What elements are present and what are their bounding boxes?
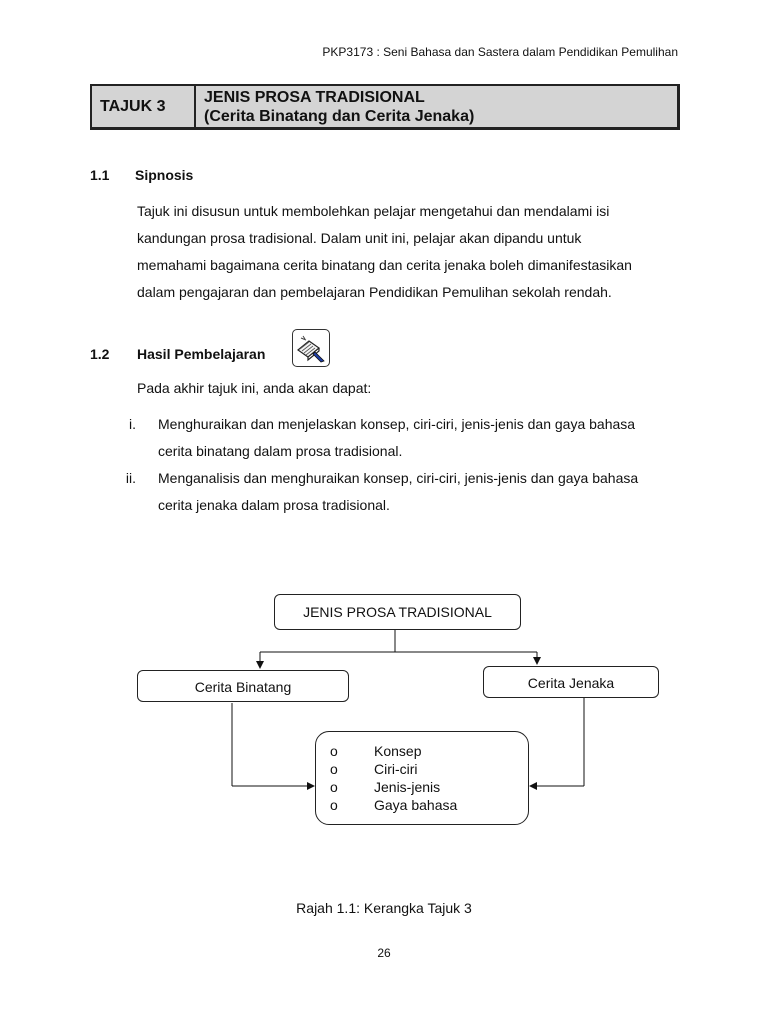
bullet-text: Konsep [374,743,422,759]
bullet-mark: o [330,761,338,777]
section-number: 1.1 [90,167,110,183]
bullet-mark: o [330,743,338,759]
aspects-list [316,742,528,814]
section-number: 1.2 [90,346,110,362]
list-item-line: cerita jenaka dalam prosa tradisional. [158,497,390,513]
bullet-mark: o [330,797,338,813]
outcomes-intro: Pada akhir tajuk ini, anda akan dapat: [137,380,372,396]
paragraph-line: dalam pengajaran dan pembelajaran Pendidikan Pemulihan sekolah rendah. [137,284,612,300]
diagram-aspects-box [315,731,529,825]
figure-caption: Rajah 1.1: Kerangka Tajuk 3 [296,900,472,916]
topic-title-line-2: (Cerita Binatang dan Cerita Jenaka) [204,108,475,125]
list-item [316,742,528,760]
topic-label: TAJUK 3 [92,86,196,127]
list-item [316,760,528,778]
list-number: ii. [125,470,136,486]
page-number: 26 [377,946,391,960]
bullet-text: Ciri-ciri [374,761,418,777]
topic-title-line-1: JENIS PROSA TRADISIONAL [204,89,425,106]
section-heading: Hasil Pembelajaran [137,346,266,362]
paragraph-line: memahami bagaimana cerita binatang dan cerita jenaka boleh dimanifestasikan [137,257,632,273]
paragraph-line: Tajuk ini disusun untuk membolehkan pelajar mengetahui dan mendalami isi [137,203,610,219]
diagram-right-box: Cerita Jenaka [483,666,659,698]
diagram-root-box: JENIS PROSA TRADISIONAL [274,594,521,630]
list-item [316,796,528,814]
list-item-line: cerita binatang dalam prosa tradisional. [158,443,403,459]
paragraph-line: kandungan prosa tradisional. Dalam unit ini, pelajar akan dipandu untuk [137,230,582,246]
list-number: i. [129,416,136,432]
bullet-text: Gaya bahasa [374,797,458,813]
bullet-mark: o [330,779,338,795]
list-item-line: Menghuraikan dan menjelaskan konsep, ciri-ciri, jenis-jenis dan gaya bahasa [158,416,636,432]
section-heading: Sipnosis [135,167,194,183]
running-header: PKP3173 : Seni Bahasa dan Sastera dalam Pendidikan Pemulihan [322,45,678,59]
list-item [316,778,528,796]
list-item-line: Menganalisis dan menghuraikan konsep, ciri-ciri, jenis-jenis dan gaya bahasa [158,470,639,486]
diagram-left-box: Cerita Binatang [137,670,349,702]
bullet-text: Jenis-jenis [374,779,441,795]
